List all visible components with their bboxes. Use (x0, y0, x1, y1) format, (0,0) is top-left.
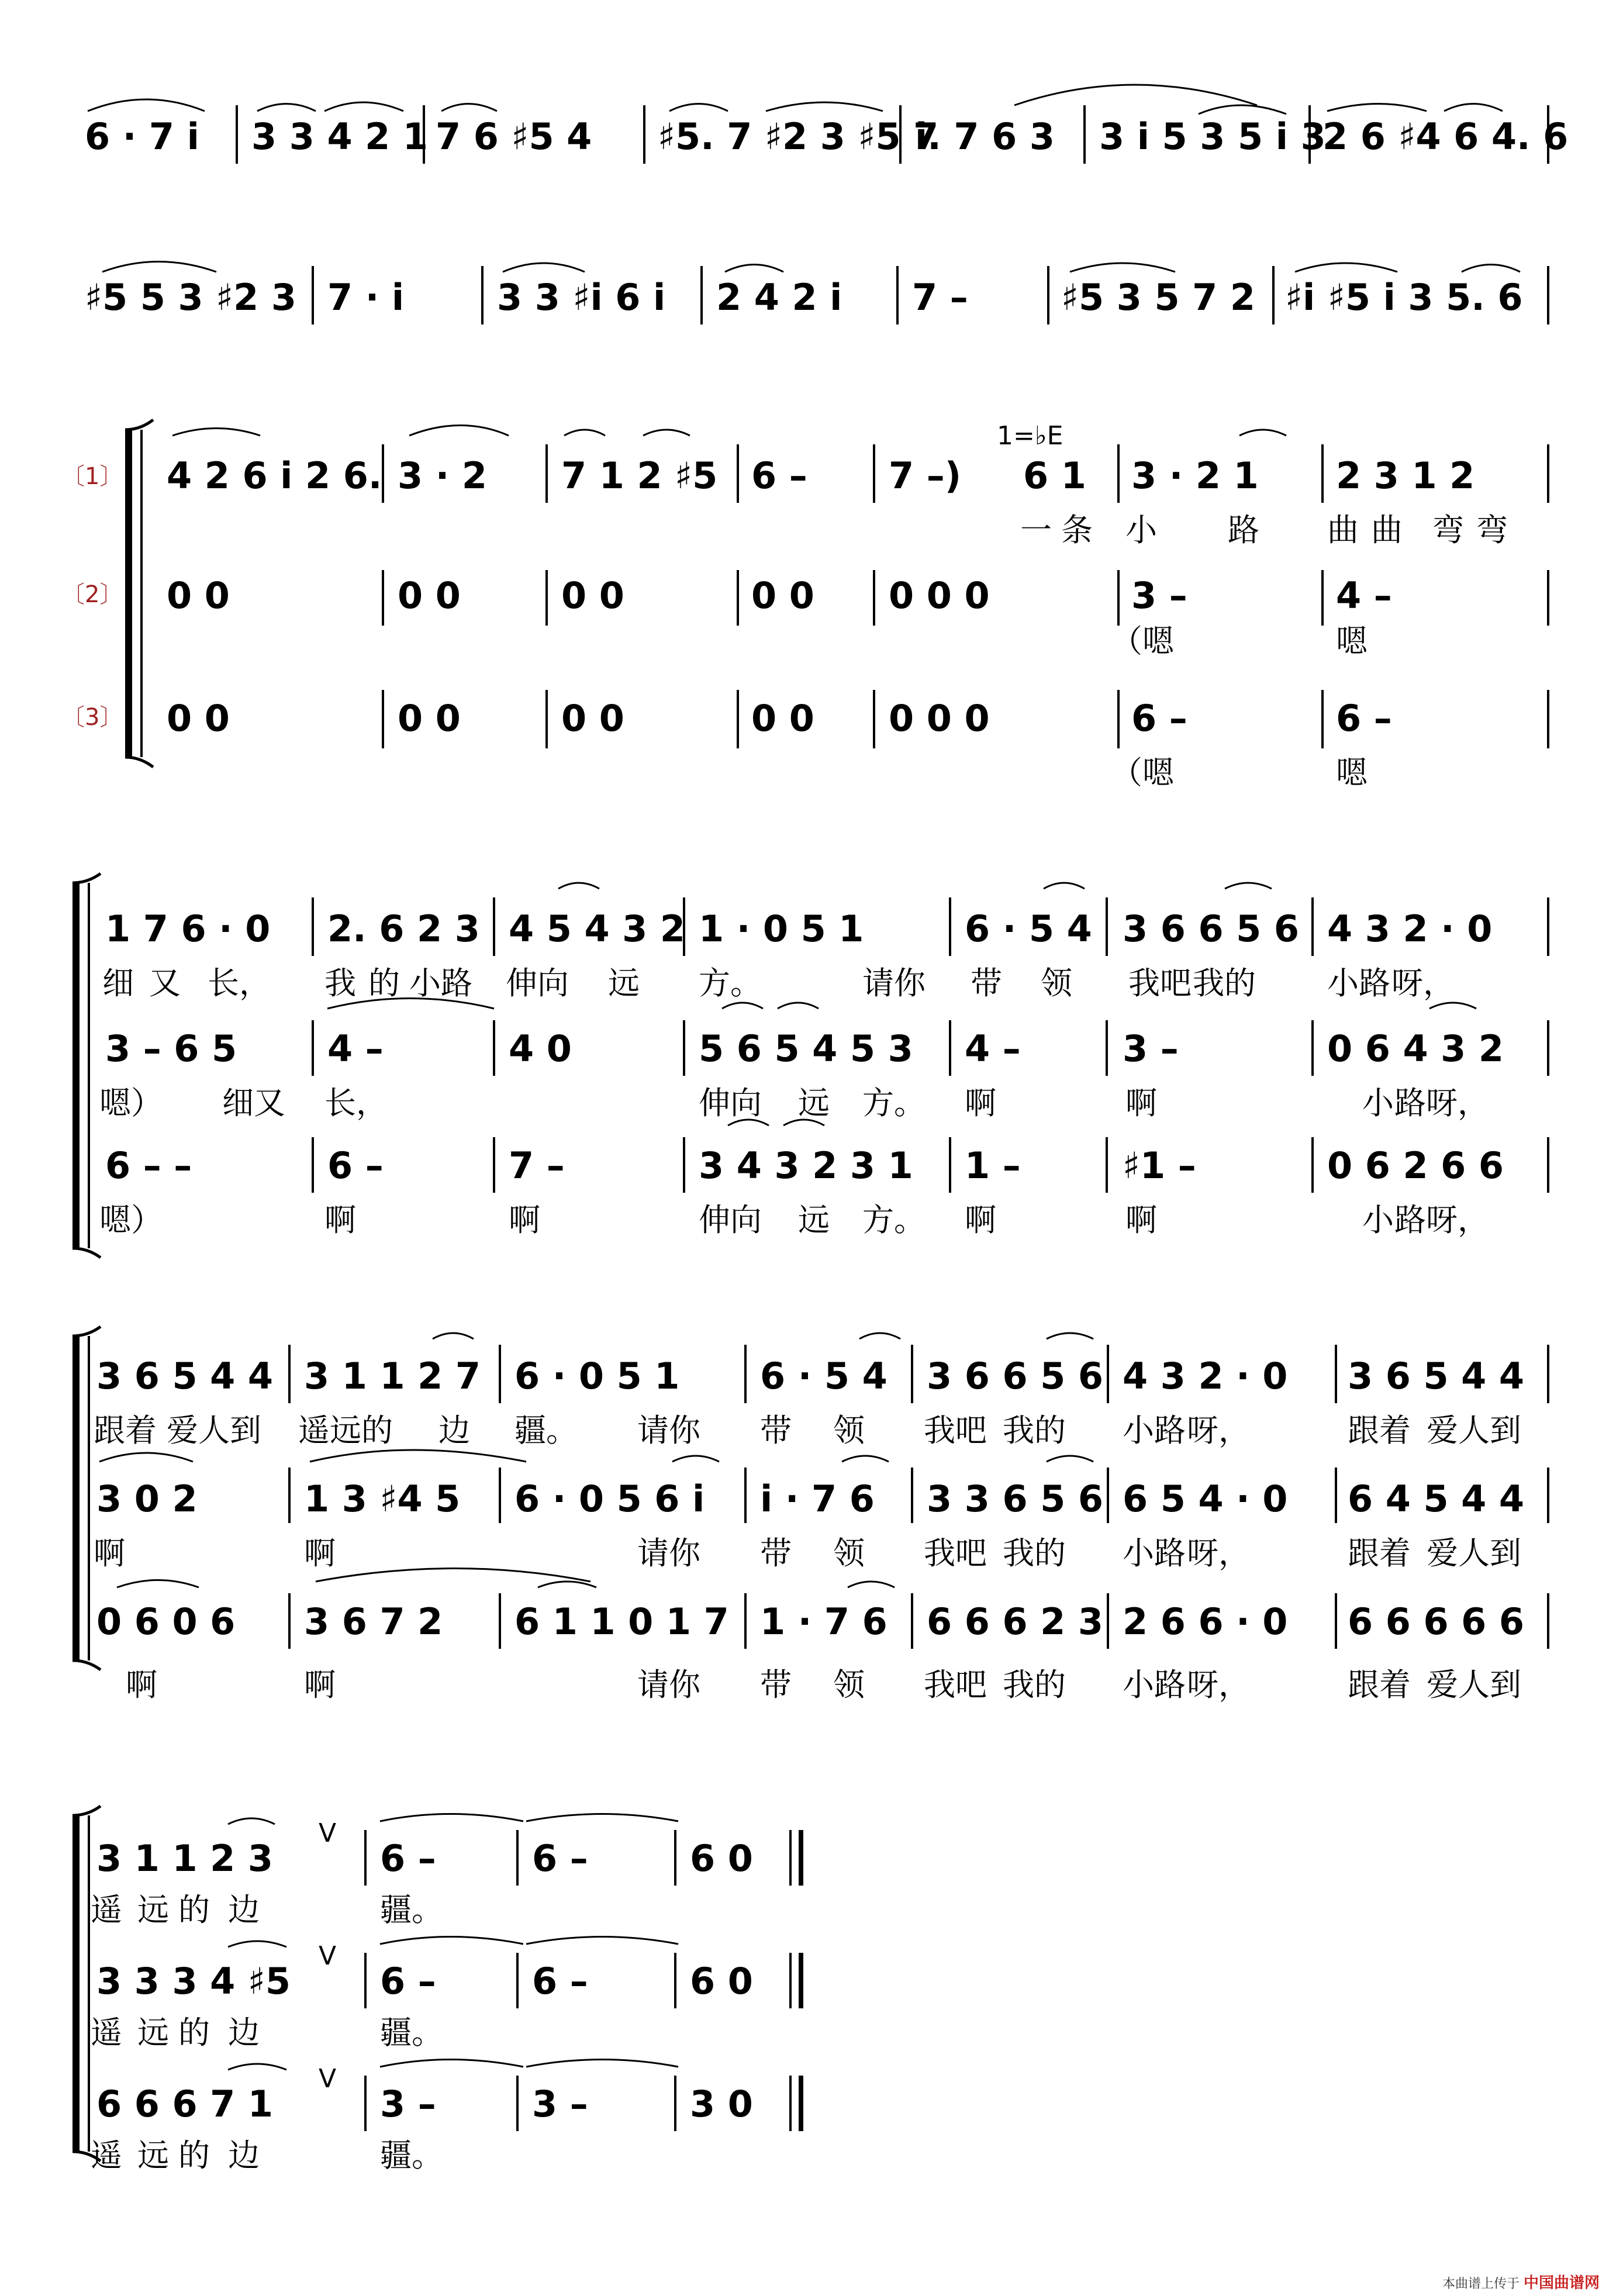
measure: 4 – (1336, 574, 1392, 617)
measure: 4 3 2 · 0 (1327, 907, 1493, 950)
measure: 6 – (380, 1837, 436, 1880)
measure: 0 0 (751, 574, 814, 617)
measure: 6 – (1131, 697, 1187, 740)
lyric: 弯 (1476, 512, 1508, 548)
lyric: 请你 (637, 1412, 700, 1449)
lyric: 曲 (1371, 512, 1403, 548)
measure: 6 0 (690, 1837, 753, 1880)
key-signature: 1=♭E (997, 421, 1063, 451)
lyric: （嗯 (1111, 623, 1174, 660)
lyric: 我的 (1003, 1412, 1066, 1449)
lyric: 我的 (1003, 1535, 1066, 1572)
measure: 6 6 6 7 1 (96, 2083, 274, 2125)
lyric: 嗯 (1336, 623, 1368, 660)
measure: 1 · 0 5 1 (699, 907, 864, 950)
lyric: 请你 (637, 1666, 700, 1703)
lyric: 请你 (637, 1535, 700, 1572)
lyric: 呀， (1187, 1412, 1250, 1449)
lyric: 曲 (1327, 512, 1359, 548)
lyric: 远 (137, 2014, 169, 2051)
measure: 6 5 4 · 0 (1123, 1477, 1288, 1520)
lyric: 远 (608, 965, 640, 1002)
measure: 4 – (327, 1027, 384, 1070)
lyric: 小 (1362, 1085, 1394, 1121)
measure: 3 – (380, 2083, 436, 2125)
lyric: 带 (760, 1412, 792, 1449)
measure: 6 – (751, 454, 807, 497)
lyric: 远 (798, 1085, 830, 1121)
measure: 0 0 (751, 697, 814, 740)
lyric: 啊 (126, 1666, 157, 1703)
lyric: 小路 (1327, 965, 1390, 1002)
lyric: 又 (149, 965, 181, 1002)
lyric: （嗯 (1111, 754, 1174, 791)
measure: 3 – (1131, 574, 1187, 617)
lyric: 我吧 (1128, 965, 1192, 1002)
lyric: 跟着 (1348, 1535, 1411, 1572)
measure: 3 6 5 4 4 (1348, 1355, 1525, 1397)
measure: 0 0 (561, 574, 624, 617)
measure: 0 0 (561, 697, 624, 740)
lyric: 伸向 (699, 1201, 762, 1238)
measure: 7 1 2 ♯5 (561, 454, 718, 497)
lyric: 细又 (222, 1085, 285, 1121)
measure: ♯5. 7 ♯2 3 ♯5 7 (658, 115, 939, 158)
lyric: 啊 (324, 1201, 356, 1238)
measure: 3 – (532, 2083, 588, 2125)
lyric: 啊 (509, 1201, 540, 1238)
system-5 (72, 1327, 1548, 1703)
measure: 3 3 3 4 ♯5 (96, 1960, 291, 2002)
lyric: 啊 (304, 1666, 336, 1703)
lyric: 呀， (1187, 1666, 1250, 1703)
lyric: 弯 (1432, 512, 1464, 548)
lyric: 的 (178, 2014, 210, 2051)
lyric: 伸向 (699, 1085, 762, 1121)
measure: 2 6 6 · 0 (1123, 1600, 1288, 1643)
measure: ♯5 3 5 7 2 (1061, 276, 1256, 319)
lyric: 疆。 (514, 1412, 578, 1449)
measure: 3 4 3 2 3 1 (699, 1144, 913, 1187)
lyric: 啊 (94, 1535, 125, 1572)
measure: 6 – (532, 1837, 588, 1880)
measure: 0 0 (167, 574, 230, 617)
lyric: 领 (833, 1535, 865, 1572)
breath-mark: V (319, 2064, 337, 2094)
measure: 4 3 2 · 0 (1123, 1355, 1288, 1397)
measure: 4 0 (509, 1027, 572, 1070)
lyric: 的 (368, 965, 400, 1002)
final-barline (790, 1830, 801, 2131)
lyric: 疆。 (380, 1891, 443, 1928)
lyric: 啊 (965, 1201, 996, 1238)
lyric: 长， (324, 1085, 388, 1121)
measure: ♯5 5 3 ♯2 3 (85, 276, 297, 319)
measure: 3 3 6 5 6 (927, 1477, 1104, 1520)
lyric: 小 (1362, 1201, 1394, 1238)
lyric: 遥 (91, 1891, 122, 1928)
measure: 3 3 4 2 1 (251, 115, 429, 158)
measure: 1 · 7 6 (760, 1600, 888, 1643)
lyric: 长， (208, 965, 271, 1002)
measure: 3 0 2 (96, 1477, 198, 1520)
measure: 6 – – (105, 1144, 192, 1187)
measure: 7 6 ♯5 4 (436, 115, 592, 158)
lyric: 小路 (409, 965, 472, 1002)
measure: 6 1 (1023, 454, 1086, 497)
lyric: 遥 (91, 2137, 122, 2174)
lyric: 嗯） (99, 1085, 163, 1121)
lyric: 远 (798, 1201, 830, 1238)
lyric: 跟着 (1348, 1666, 1411, 1703)
measure: 6 4 5 4 4 (1348, 1477, 1525, 1520)
measure: 4 – (965, 1027, 1021, 1070)
measure: 6 0 (690, 1960, 753, 2002)
lyric: 疆。 (380, 2014, 443, 2051)
lyric: 我吧 (924, 1535, 987, 1572)
lyric: 跟着 (94, 1412, 157, 1449)
lyric: 条 (1061, 512, 1093, 548)
lyric: 边 (228, 2014, 260, 2051)
lyric: 呀， (1391, 965, 1455, 1002)
lyric: 路呀， (1394, 1085, 1489, 1121)
lyric: 遥 (91, 2014, 122, 2051)
measure: 3 6 6 5 6 (1123, 907, 1300, 950)
measure: 5 6 5 4 5 3 (699, 1027, 913, 1070)
lyric: 啊 (1125, 1201, 1157, 1238)
measure: i · 7 6 (760, 1477, 875, 1520)
lyric: 我的 (1003, 1666, 1066, 1703)
measure: 3 i 5 3 5 i 3 (1099, 115, 1326, 158)
measure: 2 6 ♯4 6 4. 6 (1322, 115, 1569, 158)
system-3 (61, 420, 1548, 791)
measure: 4 5 4 3 2 (509, 907, 686, 950)
lyric: 路 (1228, 512, 1259, 548)
measure: 0 6 0 6 (96, 1600, 236, 1643)
lyric: 的 (178, 2137, 210, 2174)
measure: 3 6 7 2 (304, 1600, 443, 1643)
measure: 6 · 5 4 (965, 907, 1092, 950)
lyric: 一 (1020, 512, 1052, 548)
measure: 6 1 1 0 1 7 (514, 1600, 729, 1643)
lyric: 边 (228, 2137, 260, 2174)
lyric: 嗯 (1336, 754, 1368, 791)
measure: 6 · 5 4 (760, 1355, 888, 1397)
lyric: 领 (1041, 965, 1072, 1002)
lyric: 爱人到 (1427, 1666, 1521, 1703)
lyric: 伸向 (506, 965, 569, 1002)
measure: 7 – (509, 1144, 565, 1187)
lyric: 的 (178, 1891, 210, 1928)
measure: ♯1 – (1123, 1144, 1196, 1187)
lyric: 方。 (862, 1085, 926, 1121)
measure: 6 – (1336, 697, 1392, 740)
footer-text: 本曲谱上传于 (1442, 2277, 1520, 2291)
lyric: 遥远的 (298, 1412, 393, 1449)
lyric: 小路 (1123, 1535, 1186, 1572)
source-watermark (1442, 2271, 1600, 2292)
lyric: 呀， (1187, 1535, 1250, 1572)
measure: 4 2 6 i 2 6. (167, 454, 382, 497)
lyric: 跟着 (1348, 1412, 1411, 1449)
lyric: 啊 (1125, 1085, 1157, 1121)
system-4 (72, 873, 1548, 1258)
site-logo: 中国曲谱网 (1523, 2274, 1600, 2292)
measure: 3 0 (690, 2083, 753, 2125)
part-label-3: 〔3〕 (61, 704, 123, 731)
lyric: 领 (833, 1666, 865, 1703)
lyric: 我的 (1193, 965, 1256, 1002)
intro-line-2 (85, 262, 1548, 325)
measure: 3 – 6 5 (105, 1027, 237, 1070)
lyric: 方。 (699, 965, 762, 1002)
measure: 3 1 1 2 7 (304, 1355, 481, 1397)
lyric: 我 (324, 965, 356, 1002)
measure: 6 6 6 6 6 (1348, 1600, 1525, 1643)
measure: 0 0 (398, 697, 461, 740)
measure: 6 – (327, 1144, 384, 1187)
measure: 3 · 2 1 (1131, 454, 1259, 497)
measure: 3 1 1 2 3 (96, 1837, 274, 1880)
measure: i. 7 6 3 (915, 115, 1055, 158)
measure: 2 3 1 2 (1336, 454, 1475, 497)
lyric: 方。 (862, 1201, 926, 1238)
measure: 2. 6 2 3 (327, 907, 480, 950)
measure: 2 4 2 i (716, 276, 842, 319)
lyric: 带 (760, 1666, 792, 1703)
measure: 0 0 (398, 574, 461, 617)
measure: 0 0 0 (889, 697, 990, 740)
lyric: 领 (833, 1412, 865, 1449)
measure: 6 6 6 2 3 (927, 1600, 1104, 1643)
measure: 6 – (380, 1960, 436, 2002)
measure: 6 – (532, 1960, 588, 2002)
lyric: 我吧 (924, 1666, 987, 1703)
measure: 3 3 ♯i 6 i (497, 276, 666, 319)
lyric: 远 (137, 2137, 169, 2174)
breath-mark: V (319, 1941, 337, 1971)
measure: 7 · i (327, 276, 405, 319)
measure: 0 6 4 3 2 (1327, 1027, 1504, 1070)
lyric: 啊 (304, 1535, 336, 1572)
lyric: 爱人到 (1427, 1412, 1521, 1449)
slurs (88, 85, 1503, 114)
measure: 7 – (912, 276, 968, 319)
measure: 6 · 0 5 6 i (514, 1477, 705, 1520)
lyric: 爱人到 (1427, 1535, 1521, 1572)
lyric: 嗯） (99, 1201, 163, 1238)
lyric: 路呀， (1394, 1201, 1489, 1238)
lyric: 远 (137, 1891, 169, 1928)
measure: ♯i ♯5 i 3 5. 6 (1285, 276, 1523, 319)
measure: 3 6 5 4 4 (96, 1355, 274, 1397)
lyric: 请你 (862, 965, 926, 1002)
lyric: 啊 (965, 1085, 996, 1121)
part-label-1: 〔1〕 (61, 463, 123, 490)
lyric: 边 (438, 1412, 470, 1449)
measure: 6 · 7 i (85, 115, 199, 158)
lyric: 小 (1125, 512, 1157, 548)
lyric: 带 (760, 1535, 792, 1572)
intro-line-1 (85, 85, 1568, 164)
measure: 0 0 0 (889, 574, 990, 617)
lyric: 细 (102, 965, 134, 1002)
lyric: 疆。 (380, 2137, 443, 2174)
measure: 0 0 (167, 697, 230, 740)
measure: 7 –) (889, 454, 962, 497)
measure: 3 · 2 (398, 454, 488, 497)
measure: 1 7 6 · 0 (105, 907, 271, 950)
measure: 1 3 ♯4 5 (304, 1477, 461, 1520)
measure: 6 · 0 5 1 (514, 1355, 680, 1397)
lyric: 小路 (1123, 1412, 1186, 1449)
measure: 1 – (965, 1144, 1021, 1187)
measure: 3 6 6 5 6 (927, 1355, 1104, 1397)
lyric: 爱人到 (167, 1412, 261, 1449)
lyric: 小路 (1123, 1666, 1186, 1703)
part-label-2: 〔2〕 (61, 581, 123, 608)
measure: 3 – (1123, 1027, 1179, 1070)
system-6 (72, 1806, 801, 2174)
lyric: 边 (228, 1891, 260, 1928)
breath-mark: V (319, 1818, 337, 1848)
system-bracket (125, 420, 153, 767)
lyric: 带 (971, 965, 1002, 1002)
measure: 0 6 2 6 6 (1327, 1144, 1504, 1187)
lyric: 我吧 (924, 1412, 987, 1449)
